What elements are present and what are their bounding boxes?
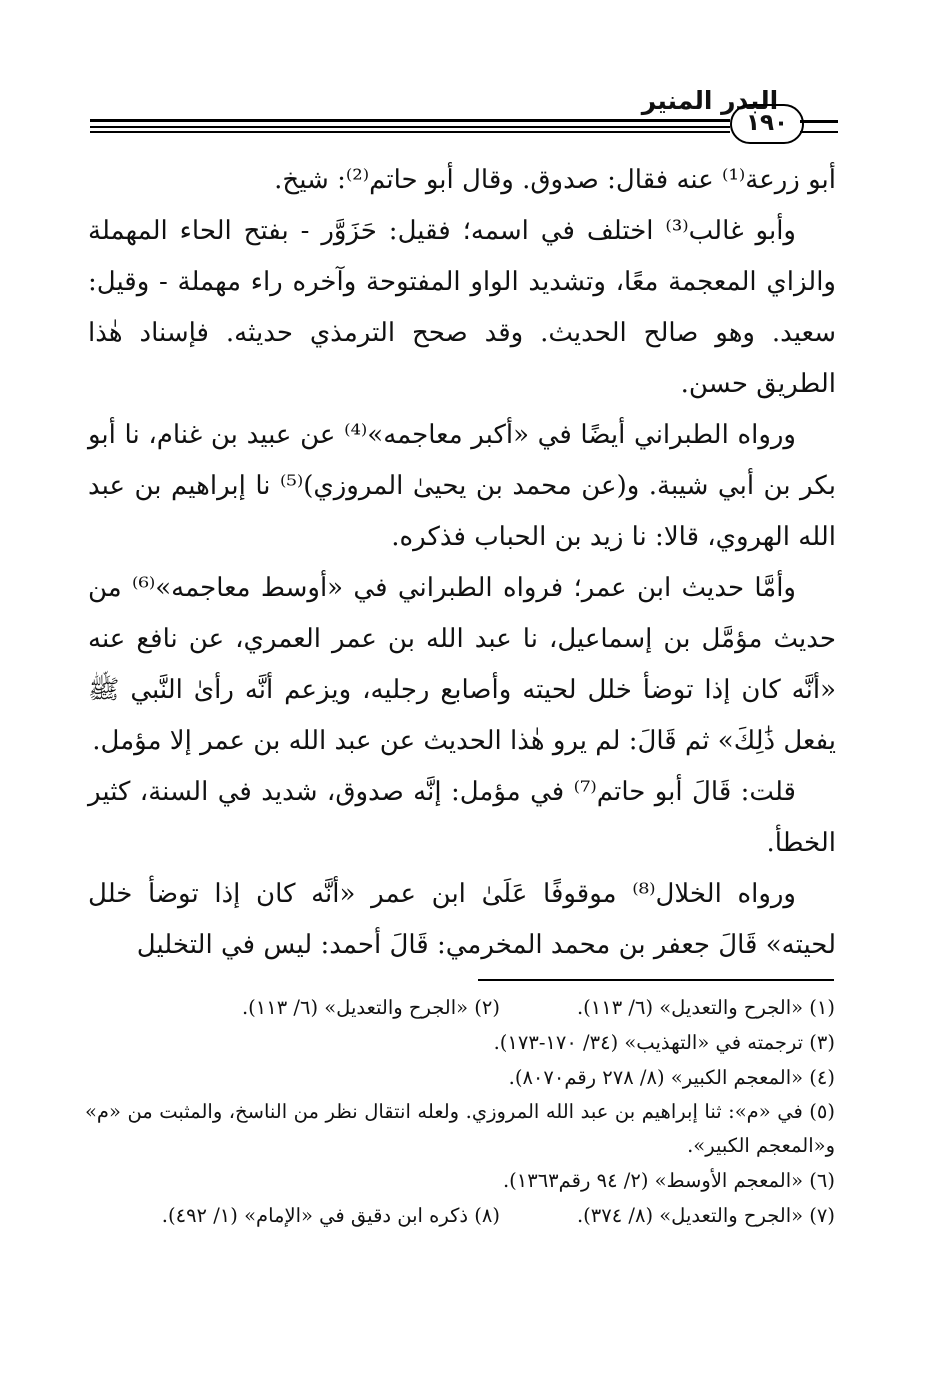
paragraph: أبو زرعة⁽¹⁾ عنه فقال: صدوق. وقال أبو حاتم⁽²⁾: شيخ. bbox=[274, 165, 836, 195]
main-text bbox=[88, 155, 836, 971]
footnote-row bbox=[85, 1198, 835, 1233]
paragraph: قلت: قَالَ أبو حاتم⁽⁷⁾ في مؤمل: إنَّه صدوق، شديد في السنة، كثير الخطأ. bbox=[88, 777, 836, 858]
running-title: البدر المنير bbox=[641, 86, 779, 115]
footnote: (٧) «الجرح والتعديل» (٨/ ٣٧٤). bbox=[576, 1204, 835, 1227]
header-rule bbox=[90, 131, 730, 133]
footnote-row bbox=[85, 1025, 835, 1060]
paragraph: وأبو غالب⁽³⁾ اختلف في اسمه؛ فقيل: حَزَوَّر - بفتح الحاء المهملة والزاي المعجمة معًا، وتشديد الواو المفتوحة وآخره راء مهملة - وقيل: سعيد. وهو صالح الحديث. وقد صحح الترمذي حديثه. فإسناد هٰذا الطريق حسن. bbox=[88, 216, 836, 399]
header-rule bbox=[800, 131, 838, 133]
paragraph: ورواه الخلال⁽⁸⁾ موقوفًا عَلَىٰ ابن عمر «أنَّه كان إذا توضأ خلل لحيته» قَالَ جعفر بن محمد المخرمي: قَالَ أحمد: ليس في التخليل bbox=[88, 879, 836, 960]
header-rule bbox=[90, 119, 730, 122]
paragraph: وأمَّا حديث ابن عمر؛ فرواه الطبراني في «أوسط معاجمه»⁽⁶⁾ من حديث مؤمَّل بن إسماعيل، نا عبد الله بن عمر العمري، عن نافع عنه «أنَّه كان إذا توضأ خلل لحيته وأصابع رجليه، ويزعم أنَّه رأىٰ النَّبي ﷺ يفعل ذَٰلِكَ» ثم قَالَ: لم يرو هٰذا الحديث عن عبد الله بن عمر إلا مؤمل. bbox=[88, 573, 836, 756]
header-rule bbox=[800, 120, 838, 123]
footnote: (١) «الجرح والتعديل» (٦/ ١١٣). bbox=[576, 996, 835, 1019]
footnote-row bbox=[85, 1163, 835, 1198]
footnotes bbox=[85, 990, 835, 1233]
footnote: (٣) ترجمته في «التهذيب» (٣٤/ ١٧٠-١٧٣). bbox=[493, 1031, 835, 1054]
header-rule bbox=[90, 126, 730, 128]
footnote-separator bbox=[478, 979, 834, 981]
footnote: (٤) «المعجم الكبير» (٨/ ٢٧٨ رقم٨٠٧٠). bbox=[508, 1066, 835, 1089]
footnote: (٥) في «م»: ثنا إبراهيم بن عبد الله المروزي. ولعله انتقال نظر من الناسخ، والمثبت من «م» و«المعجم الكبير». bbox=[85, 1100, 835, 1157]
paragraph: ورواه الطبراني أيضًا في «أكبر معاجمه»⁽⁴⁾ عن عبيد بن غنام، نا أبو بكر بن أبي شيبة. و(عن محمد بن يحيىٰ المروزي)⁽⁵⁾ نا إبراهيم بن عبد الله الهروي، قالا: نا زيد بن الحباب فذكره. bbox=[88, 420, 836, 552]
footnote: (٦) «المعجم الأوسط» (٢/ ٩٤ رقم١٣٦٣). bbox=[502, 1169, 835, 1192]
footnote-row bbox=[85, 990, 835, 1025]
footnote: (٢) «الجرح والتعديل» (٦/ ١١٣). bbox=[241, 996, 500, 1019]
page-number: ١٩٠ bbox=[730, 104, 804, 144]
footnote-row bbox=[85, 1060, 835, 1095]
footnote: (٨) ذكره ابن دقيق في «الإمام» (١/ ٤٩٢). bbox=[161, 1204, 500, 1227]
